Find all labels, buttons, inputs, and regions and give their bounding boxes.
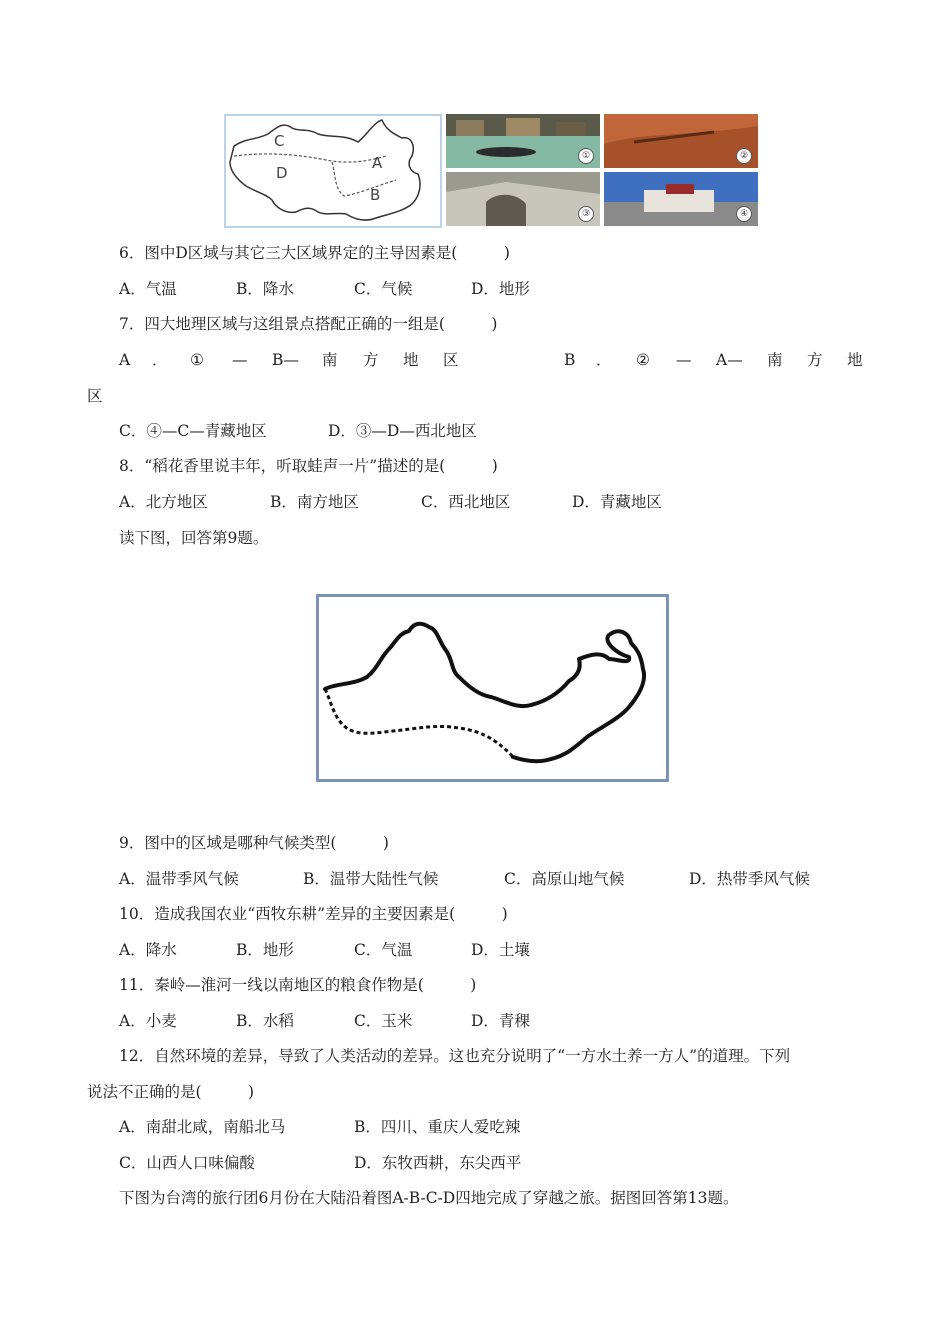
map-label-d: D <box>276 164 288 182</box>
question-8-stem: 8．“稻花香里说丰年，听取蛙声一片”描述的是( ) <box>119 457 498 475</box>
q9-option-d: D．热带季风气候 <box>689 870 810 888</box>
question-10-stem: 10．造成我国农业“西牧东耕”差异的主要因素是( ) <box>119 905 508 923</box>
question-7-stem: 7．四大地理区域与这组景点搭配正确的一组是( ) <box>119 315 498 333</box>
q7-option-b-dot: ． <box>596 351 612 369</box>
q11-option-c: C．玉米 <box>354 1012 413 1030</box>
figure-region-outline <box>316 594 669 782</box>
question-9-stem: 9．图中的区域是哪种气候类型( ) <box>119 834 389 852</box>
figure-regions-photos <box>224 114 760 228</box>
q12-option-b: B．四川、重庆人爱吃辣 <box>354 1118 521 1136</box>
q6-option-a: A．气温 <box>119 280 177 298</box>
q11-option-d: D．青稞 <box>471 1012 530 1030</box>
photo-number-1: ① <box>578 148 594 164</box>
q8-option-d: D．青藏地区 <box>572 493 662 511</box>
q7-option-a-char3: 地 <box>403 351 419 369</box>
photo-number-2: ② <box>736 148 752 164</box>
q7-option-b-wrap: 区 <box>87 387 103 405</box>
q7-option-b-char3: 地 <box>847 351 863 369</box>
q7-option-a-char1: 南 <box>322 351 338 369</box>
q10-option-a: A．降水 <box>119 941 177 959</box>
q11-option-b: B．水稻 <box>236 1012 294 1030</box>
photo-number-4: ④ <box>736 206 752 222</box>
china-regions-map <box>224 114 442 228</box>
q7-option-a-region: B— <box>272 351 299 369</box>
read-figure-9: 读下图，回答第9题。 <box>119 529 269 547</box>
q6-option-b: B．降水 <box>236 280 294 298</box>
q6-option-d: D．地形 <box>471 280 530 298</box>
map-label-c: C <box>274 132 285 150</box>
q7-option-b-letter: B <box>564 351 576 369</box>
q7-option-b-num: ② <box>636 351 650 369</box>
q7-option-a-dot: ． <box>152 351 168 369</box>
photo-cave-dwelling <box>446 172 600 226</box>
q7-option-c: C．④—C—青藏地区 <box>119 422 267 440</box>
photo-water-town <box>446 114 600 168</box>
q6-option-c: C．气候 <box>354 280 413 298</box>
q8-option-b: B．南方地区 <box>270 493 359 511</box>
photo-number-3: ③ <box>578 206 594 222</box>
q7-option-a-num: ① <box>190 351 204 369</box>
q12-option-a: A．南甜北咸，南船北马 <box>119 1118 286 1136</box>
q12-option-c: C．山西人口味偏酸 <box>119 1154 255 1172</box>
q7-option-b-char1: 南 <box>767 351 783 369</box>
q10-option-b: B．地形 <box>236 941 294 959</box>
q10-option-d: D．土壤 <box>471 941 530 959</box>
q7-option-b-region: A— <box>716 351 743 369</box>
q10-option-c: C．气温 <box>354 941 413 959</box>
map-label-a: A <box>372 154 383 172</box>
q11-option-a: A．小麦 <box>119 1012 177 1030</box>
question-6-stem: 6．图中D区域与其它三大区域界定的主导因素是( ) <box>119 244 510 262</box>
question-11-stem: 11．秦岭—淮河一线以南地区的粮食作物是( ) <box>119 976 477 994</box>
read-figure-13: 下图为台湾的旅行团6月份在大陆沿着图A-B-C-D四地完成了穿越之旅。据图回答第13题。 <box>119 1189 739 1207</box>
q8-option-c: C．西北地区 <box>421 493 511 511</box>
photo-desert <box>604 114 758 168</box>
q7-option-a-char4: 区 <box>443 351 459 369</box>
q7-option-b-dash: — <box>676 351 692 369</box>
question-12-stem-line2: 说法不正确的是( ) <box>87 1083 255 1101</box>
q9-option-c: C．高原山地气候 <box>504 870 625 888</box>
q7-option-b-char2: 方 <box>807 351 823 369</box>
q8-option-a: A．北方地区 <box>119 493 208 511</box>
q9-option-b: B．温带大陆性气候 <box>303 870 439 888</box>
q12-option-d: D．东牧西耕，东尖西平 <box>354 1154 522 1172</box>
q9-option-a: A．温带季风气候 <box>119 870 239 888</box>
question-12-stem-line1: 12．自然环境的差异，导致了人类活动的差异。这也充分说明了“一方水土养一方人”的道理。下列 <box>119 1047 791 1065</box>
photo-potala-palace <box>604 172 758 226</box>
q7-option-a-char2: 方 <box>363 351 379 369</box>
map-label-b: B <box>370 186 381 204</box>
q7-option-a-dash: — <box>232 351 248 369</box>
q7-option-d: D．③—D—西北地区 <box>328 422 477 440</box>
q7-option-a-letter: A <box>119 351 131 369</box>
